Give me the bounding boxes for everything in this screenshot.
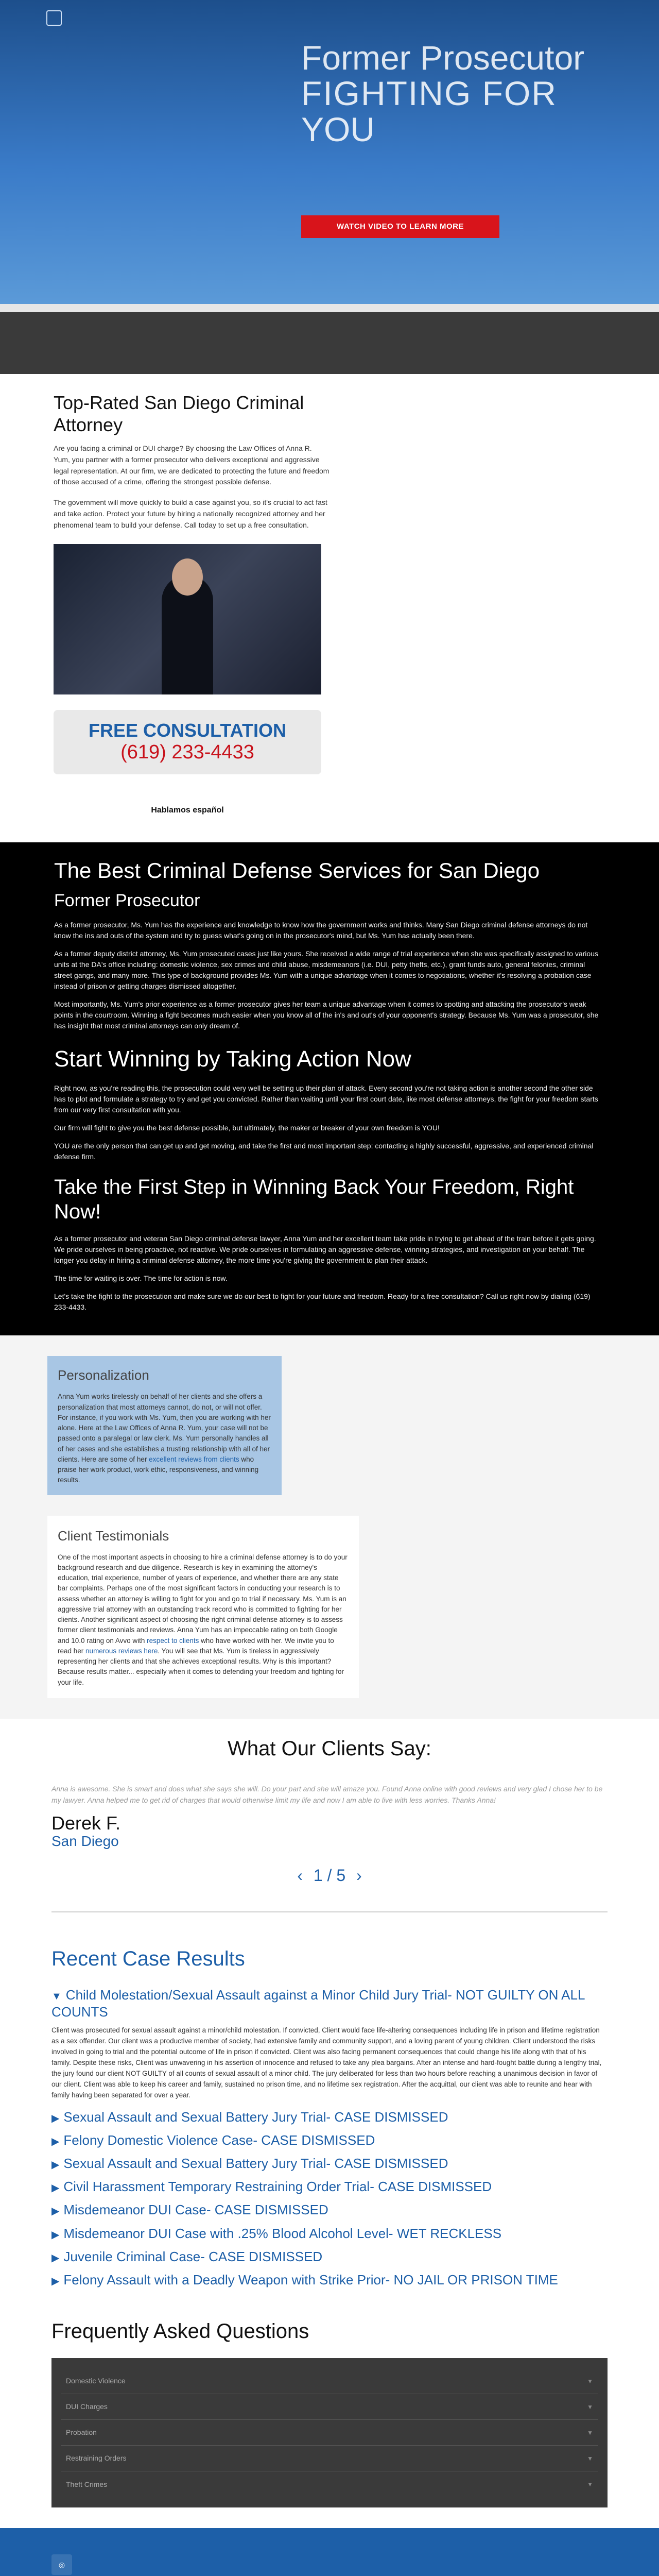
numerous-reviews-link[interactable]: numerous reviews here: [85, 1647, 158, 1655]
triangle-right-icon: ▶: [51, 2159, 60, 2171]
free-consultation-box[interactable]: [54, 710, 321, 774]
services-paragraph-4: Right now, as you're reading this, the prosecution could very well be setting up their plan of attack. Every second you're not taking action is another second the other side has to plot and formulate a strategy to try and get you convicted. Rather than waiting until your first court date, like most defense attorneys, the fight for your freedom starts from our very first consultation with you.: [54, 1084, 598, 1114]
former-prosecutor-heading: Former Prosecutor: [54, 890, 200, 910]
faq-item-label: Domestic Violence: [66, 2377, 126, 2385]
personalization-section: [0, 1335, 659, 1515]
triangle-right-icon: ▶: [51, 2275, 60, 2287]
case-list: [51, 2109, 608, 2289]
personalization-text-b: who praise her work product, work ethic, responsiveness, and winning results.: [58, 1455, 259, 1484]
case-open-body: Client was prosecuted for sexual assault against a minor/child molestation. If convicted, Client would face life-altering consequences including life in prison and lifetime registration as a sex offender. Our client was a productive member of society, had extensive family and community support, and a loving parent of young children. Client understood the risks involved in going to trial and the potential outcome of life in prison if convicted. Client was also facing permanent consequences that could change his life along with that of his family. Despite these risks, Client was unwavering in his assertion of innocence and refused to take any plea bargains. After an intense and hard-fought battle during a lengthy trial, the jury found our client NOT GUILTY of all counts of sexual assault of a minor child. The jury deliberated for less than two hours before reaching a unanimous decision in favor of our client. Client was able to keep his career and family, sustained no prison time, and no lifetime sex registration. After the acquittal, our client was able to reunite and hear with family having been separated for over a year.: [51, 2026, 602, 2099]
case-item[interactable]: [51, 2109, 608, 2125]
testimonials-title: Client Testimonials: [58, 1528, 169, 1544]
logo-icon[interactable]: [46, 10, 62, 26]
testimonials-section: [0, 1516, 659, 1719]
case-results-section: [0, 1923, 659, 2306]
personalization-card: [47, 1356, 282, 1495]
pager-count: 1 / 5: [313, 1866, 346, 1885]
services-paragraph-9: Let's take the fight to the prosecution and make sure we do our best to fight for your future and freedom. Ready for a free consultation? Call us right now by dialing (619) 233-4433.: [54, 1292, 591, 1312]
faq-item[interactable]: [61, 2368, 598, 2394]
chevron-down-icon: ▼: [587, 2377, 593, 2385]
services-paragraph-6: YOU are the only person that can get up and get moving, and take the first and most important step: contacting a highly successful, aggressive, and experienced criminal defense firm.: [54, 1142, 594, 1161]
case-item-label: Misdemeanor DUI Case with .25% Blood Alcohol Level- WET RECKLESS: [63, 2225, 502, 2241]
services-section: [0, 842, 659, 1335]
intro-title: Top-Rated San Diego Criminal Attorney: [54, 392, 304, 436]
services-paragraph-3: Most importantly, Ms. Yum's prior experience as a former prosecutor gives her team a unique advantage when it comes to spotting and attacking the prosecutor's weak points in the courtroom. Winning a fight becomes much easier when you know all of the in's and out's of your opponent's strategy. Because Ms. Yum was a prosecutor, she has insight that most criminal attorneys can only dream of.: [54, 999, 599, 1030]
quote-card: [51, 1784, 608, 1850]
services-paragraph-8: The time for waiting is over. The time for action is now.: [54, 1274, 228, 1283]
intro-section: [0, 374, 330, 842]
triangle-right-icon: ▶: [51, 2229, 60, 2241]
testimonials-text-c: . You will see that Ms. Yum is tireless in aggressively representing her clients and that she achieves exceptional results. Why is this important? Because results matter... especially when it comes to defending your freedom and fighting for your life.: [58, 1647, 344, 1686]
client-quotes-section: [0, 1719, 659, 1923]
case-open-label: Child Molestation/Sexual Assault against a Minor Child Jury Trial- NOT GUILTY ON ALL COUNTS: [51, 1987, 585, 2020]
faq-item[interactable]: [61, 2471, 598, 2497]
triangle-right-icon: ▶: [51, 2136, 60, 2147]
case-item-label: Sexual Assault and Sexual Battery Jury Trial- CASE DISMISSED: [63, 2109, 448, 2125]
video-person-head: [172, 558, 203, 596]
chevron-down-icon: ▼: [587, 2403, 593, 2411]
faq-item[interactable]: [61, 2446, 598, 2471]
faq-accordion: [51, 2358, 608, 2507]
faq-item[interactable]: [61, 2394, 598, 2420]
case-item[interactable]: [51, 2272, 608, 2288]
chevron-left-icon[interactable]: ‹: [297, 1866, 303, 1885]
chevron-down-icon: ▼: [587, 2429, 593, 2436]
case-item-label: Felony Domestic Violence Case- CASE DISMISSED: [63, 2132, 375, 2148]
consultation-title: FREE CONSULTATION: [89, 720, 286, 741]
case-item[interactable]: [51, 2179, 608, 2195]
case-item-label: Felony Assault with a Deadly Weapon with Strike Prior- NO JAIL OR PRISON TIME: [63, 2272, 558, 2287]
quote-author: Derek F.: [51, 1812, 121, 1834]
practice-area-icon: ◎: [51, 2554, 72, 2575]
faq-title: Frequently Asked Questions: [51, 2320, 309, 2343]
testimonials-card: [47, 1516, 359, 1698]
start-winning-heading: Start Winning by Taking Action Now: [54, 1046, 411, 1072]
divider-band: [0, 304, 659, 312]
spanish-note: Hablamos español: [151, 806, 224, 815]
triangle-down-icon: ▼: [51, 1990, 62, 2002]
personalization-text-a: Anna Yum works tirelessly on behalf of her clients and she offers a personalization that most attorneys cannot, do not, or will not offer. For instance, if you work with Ms. Yum, then you are working with her alone. Here at the Law Offices of Anna R. Yum, your case will not be passed onto a paralegal or law clerk. Ms. Yum personally handles all of her cases and she establishes a trusting relationship with all of her clients. Here are some of her: [58, 1393, 271, 1463]
chevron-down-icon: ▼: [587, 2454, 593, 2462]
section-divider: [51, 1911, 608, 1912]
reviews-link[interactable]: excellent reviews from clients: [149, 1455, 239, 1463]
respect-clients-link[interactable]: respect to clients: [147, 1636, 199, 1645]
hero-line-3: YOU: [301, 110, 375, 148]
case-results-title: Recent Case Results: [51, 1947, 245, 1970]
first-step-heading: Take the First Step in Winning Back Your Freedom, Right Now!: [54, 1176, 574, 1224]
triangle-right-icon: ▶: [51, 2206, 60, 2217]
quote-text: Anna is awesome. She is smart and does what she says she will. Do your part and she will amaze you. Found Anna online with good reviews and very glad I chose her to be my lawyer. Anna helped me to get rid of charges that would otherwise limit my life and now I am able to live with less worries. Thanks Anna!: [51, 1784, 603, 1804]
intro-paragraph-2: The government will move quickly to build a case against you, so it's crucial to act fast and take action. Protect your future by hiring a nationally recognized attorney and her phenomenal team to build your defense. Call today to set up a free consultation.: [54, 498, 327, 529]
watch-video-button[interactable]: WATCH VIDEO TO LEARN MORE: [301, 215, 499, 238]
quote-pager: [0, 1863, 659, 1888]
case-item[interactable]: [51, 2226, 608, 2242]
case-item[interactable]: [51, 2249, 608, 2265]
hero-headline: [301, 40, 636, 147]
practice-areas-section: [0, 2528, 659, 2576]
chevron-right-icon[interactable]: ›: [356, 1866, 362, 1885]
faq-item-label: Probation: [66, 2428, 97, 2437]
triangle-right-icon: ▶: [51, 2112, 60, 2124]
hero-line-1: Former Prosecutor: [301, 39, 585, 77]
case-item[interactable]: [51, 2156, 608, 2172]
client-quotes-title: What Our Clients Say:: [228, 1737, 431, 1760]
personalization-title: Personalization: [58, 1367, 149, 1383]
case-item-open[interactable]: [51, 1987, 608, 2022]
testimonials-text: [58, 1552, 349, 1688]
chevron-down-icon: ▼: [587, 2481, 593, 2488]
triangle-right-icon: ▶: [51, 2252, 60, 2264]
intro-video[interactable]: [54, 544, 321, 694]
services-title: The Best Criminal Defense Services for San Diego: [54, 858, 540, 883]
triangle-right-icon: ▶: [51, 2182, 60, 2194]
faq-item-label: Restraining Orders: [66, 2454, 127, 2463]
faq-item-label: Theft Crimes: [66, 2480, 108, 2488]
case-item[interactable]: [51, 2132, 608, 2148]
consultation-phone-link[interactable]: (619) 233-4433: [120, 741, 254, 763]
faq-section: [0, 2306, 659, 2528]
intro-paragraph-1: Are you facing a criminal or DUI charge? By choosing the Law Offices of Anna R. Yum, you partner with a former prosecutor who delivers exceptional and aggressive legal representation. At our firm, we are dedicated to protecting the future and freedom of those accused of a crime, offering the strongest possible defense.: [54, 444, 330, 486]
case-item-label: Juvenile Criminal Case- CASE DISMISSED: [63, 2248, 323, 2264]
case-item-label: Civil Harassment Temporary Restraining Order Trial- CASE DISMISSED: [63, 2179, 492, 2195]
hero-section: [0, 0, 659, 304]
practice-area-row[interactable]: [51, 2528, 659, 2576]
faq-item-label: DUI Charges: [66, 2402, 108, 2411]
personalization-text: [58, 1392, 271, 1485]
case-item-label: Misdemeanor DUI Case- CASE DISMISSED: [63, 2202, 328, 2218]
testimonials-text-a: One of the most important aspects in choosing to hire a criminal defense attorney is to do your background research and due diligence. Research is key in examining the attorney's education, trial experience, number of years of experience, and whether there are any state bar complaints. Perhaps one of the most significant factors in conducting your research is to assess whether an attorney is willing to fight for you and go to trial if necessary. Ms. Yum is an aggressive trial attorney with an outstanding track record who is committed to fighting for her clients. Another significant aspect of choosing the right criminal defense attorney is to assess former client testimonials and reviews. Anna Yum has an impeccable rating on both Google and 10.0 rating on Avvo with: [58, 1553, 348, 1645]
services-paragraph-1: As a former prosecutor, Ms. Yum has the experience and knowledge to know how the government works and thinks. Many San Diego criminal defense attorneys do not know the ins and outs of the system and try to guess what's going on in the prosecutor's mind, but Ms. Yum has actually been there.: [54, 920, 588, 940]
services-paragraph-5: Our firm will fight to give you the best defense possible, but ultimately, the maker or breaker of your own freedom is YOU!: [54, 1124, 440, 1132]
case-item[interactable]: [51, 2202, 608, 2218]
services-paragraph-7: As a former prosecutor and veteran San Diego criminal defense lawyer, Anna Yum and her excellent team take pride in trying to get ahead of the train before it gets going. We pride ourselves in being proactive, not reactive. We pride ourselves in formulating an aggressive defense, winning strategies, and investigation on your behalf. The longer you delay in hiring a criminal defense attorney, the more time you're giving the government to plan their attack.: [54, 1234, 596, 1265]
faq-item[interactable]: [61, 2420, 598, 2446]
case-item-label: Sexual Assault and Sexual Battery Jury Trial- CASE DISMISSED: [63, 2156, 448, 2172]
hero-line-2: FIGHTING FOR: [301, 74, 557, 113]
dark-band: [0, 312, 659, 374]
quote-location: San Diego: [51, 1833, 119, 1849]
testimonials-text-b: who have worked with her. We invite you to read her: [58, 1636, 334, 1655]
services-paragraph-2: As a former deputy district attorney, Ms. Yum prosecuted cases just like yours. She received a wide range of trial experience when she was specifically assigned to various units at the DA's office including: domestic violence, sex crimes and child abuse, misdemeanors (i.e. DUI, petty thefts, etc.), grant funds auto, general felonies, criminal street gangs, and many more. This type of background provides Ms. Yum with a unique advantage when it comes to negotiations, whether it's resolving a probation case instead of prison or getting charges dismissed altogether.: [54, 949, 598, 990]
